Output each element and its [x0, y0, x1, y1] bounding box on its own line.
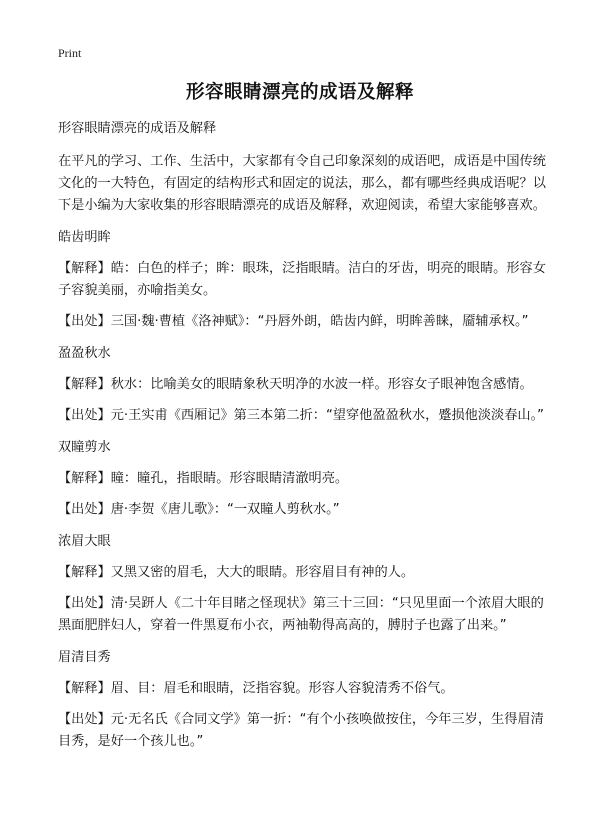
- source-text: 元·王实甫《西厢记》第三本第二折：“望穿他盈盈秋水，蹙损他淡淡春山。”: [110, 408, 545, 423]
- idiom-section: [58, 437, 548, 521]
- explanation-text: 眉、目：眉毛和眼睛，泛指容貌。形容人容貌清秀不俗气。: [110, 681, 454, 696]
- idiom-section: [58, 343, 548, 427]
- explanation-text: 又黑又密的眉毛，大大的眼睛。形容眉目有神的人。: [110, 565, 415, 580]
- source-label: 【出处】: [58, 712, 111, 727]
- source-label: 【出处】: [58, 408, 111, 423]
- idiom-heading: 皓齿明眸: [58, 230, 111, 245]
- source-text: 清·吴趼人《二十年目睹之怪现状》第三十三回：“只见里面一个浓眉大眼的黑面肥胖妇人，穿着一件黑夏布小衣，两袖勒得高高的，膊肘子也露了出来。”: [58, 596, 544, 633]
- idiom-explanation: [58, 258, 548, 302]
- explanation-label: 【解释】: [58, 471, 111, 486]
- idiom-heading: 眉清目秀: [58, 650, 111, 665]
- explanation-label: 【解释】: [58, 377, 111, 392]
- intro-paragraph: 在平凡的学习、工作、生活中，大家都有令自己印象深刻的成语吧，成语是中国传统文化的一大特色，有固定的结构形式和固定的说法，那么，都有哪些经典成语呢？以下是小编为大家收集的形容眼睛漂亮的成语及解释，欢迎阅读，希望大家能够喜欢。: [58, 154, 546, 213]
- idiom-source: [58, 593, 548, 637]
- idiom-source: [58, 709, 548, 753]
- idiom-source: [58, 499, 548, 521]
- explanation-text: 秋水：比喻美女的眼睛象秋天明净的水波一样。形容女子眼神饱含感情。: [110, 377, 533, 392]
- idiom-source: [58, 311, 548, 333]
- source-label: 【出处】: [58, 314, 111, 329]
- idiom-section: [58, 531, 548, 637]
- idiom-explanation: [58, 562, 548, 584]
- idiom-section: [58, 647, 548, 753]
- source-label: 【出处】: [58, 596, 111, 611]
- page-title: 形容眼睛漂亮的成语及解释: [185, 82, 414, 103]
- idiom-heading: 浓眉大眼: [58, 534, 111, 549]
- explanation-label: 【解释】: [58, 261, 111, 276]
- idiom-source: [58, 405, 548, 427]
- source-text: 唐·李贺《唐儿歌》：“一双瞳人剪秋水。”: [110, 502, 340, 517]
- explanation-label: 【解释】: [58, 681, 111, 696]
- source-label: 【出处】: [58, 502, 111, 517]
- idiom-explanation: [58, 374, 548, 396]
- explanation-label: 【解释】: [58, 565, 111, 580]
- idiom-heading: 双瞳剪水: [58, 440, 111, 455]
- idiom-section: [58, 227, 548, 333]
- idiom-explanation: [58, 678, 548, 700]
- idiom-heading: 盈盈秋水: [58, 346, 111, 361]
- explanation-text: 瞳：瞳孔，指眼睛。形容眼睛清澈明亮。: [110, 471, 349, 486]
- explanation-text: 皓：白色的样子；眸：眼珠，泛指眼睛。洁白的牙齿，明亮的眼睛。形容女子容貌美丽，亦喻指美女。: [58, 261, 546, 298]
- idiom-explanation: [58, 468, 548, 490]
- article-subtitle: 形容眼睛漂亮的成语及解释: [58, 121, 217, 136]
- source-text: 三国·魏·曹植《洛神赋》：“丹唇外朗，皓齿内鲜，明眸善睐，靥辅承权。”: [110, 314, 529, 329]
- article-body: [58, 118, 548, 763]
- source-text: 元·无名氏《合同文学》第一折：“有个小孩唤做按住，今年三岁，生得眉清目秀，是好一个孩儿也。”: [58, 712, 544, 749]
- print-link[interactable]: Print: [58, 46, 82, 60]
